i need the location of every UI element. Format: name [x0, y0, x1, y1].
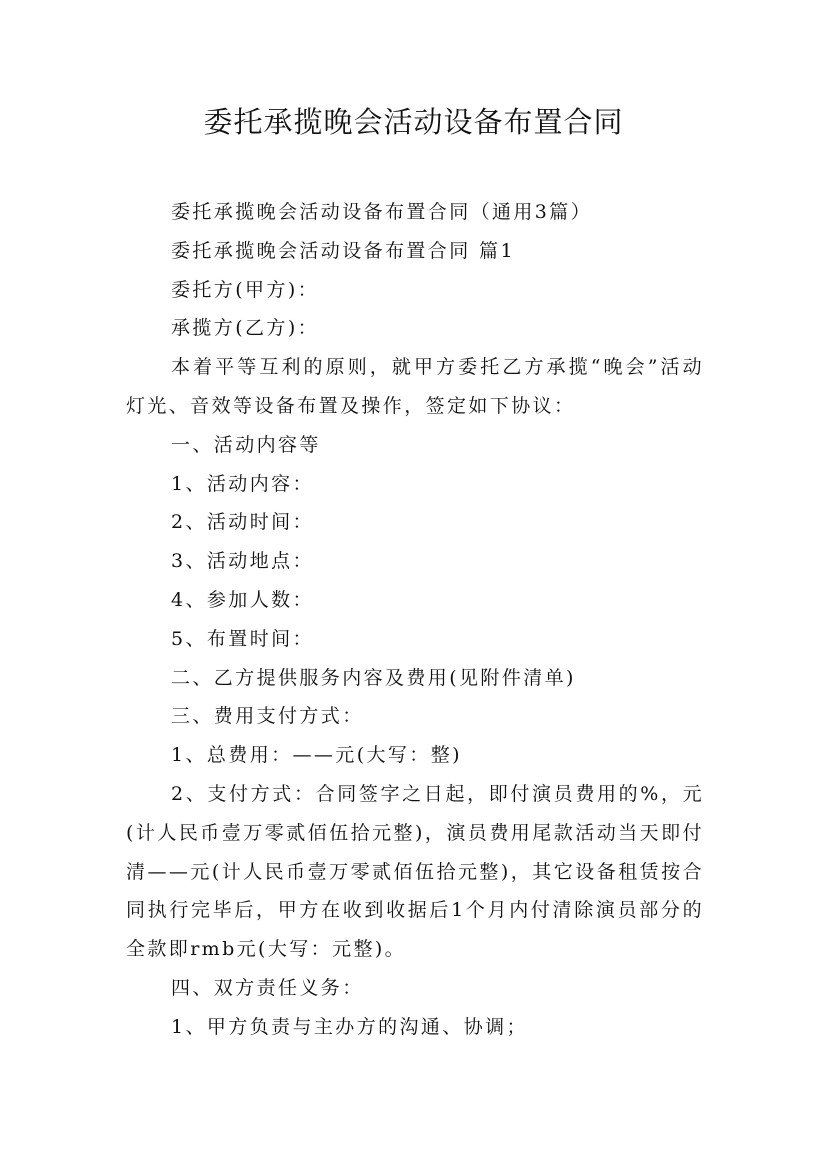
payment-method-paragraph: 2、支付方式：合同签字之日起，即付演员费用的%，元(计人民币壹万零贰佰伍拾元整)，演员费用尾款活动当天即付清——元(计人民币壹万零贰佰伍拾元整)，其它设备租赁按合同执行完毕后，甲方在收到收据后1个月内付清除演员部分的全款即rmb元(大写：元整)。: [126, 782, 704, 961]
party-b-line: 承揽方(乙方)：: [171, 317, 320, 340]
section-heading-part1: 委托承揽晚会活动设备布置合同 篇1: [171, 239, 515, 262]
setup-time-line: 5、布置时间：: [171, 627, 314, 650]
section-two-heading: 二、乙方提供服务内容及费用(见附件清单): [171, 666, 576, 689]
intro-paragraph: 本着平等互利的原则，就甲方委托乙方承揽“晚会”活动灯光、音效等设备布置及操作，签定如下协议：: [126, 356, 704, 417]
section-four-heading: 四、双方责任义务：: [171, 976, 364, 999]
section-three-heading: 三、费用支付方式：: [171, 705, 364, 728]
section-one-heading: 一、活动内容等: [171, 433, 321, 456]
subtitle-paragraph: 委托承揽晚会活动设备布置合同（通用3篇）: [171, 201, 593, 223]
party-a-line: 委托方(甲方)：: [171, 278, 320, 301]
document-title: 委托承揽晚会活动设备布置合同: [203, 105, 624, 139]
activity-time-line: 2、活动时间：: [171, 511, 314, 534]
participant-count-line: 4、参加人数：: [171, 588, 314, 611]
document-body: [126, 193, 704, 1047]
activity-content-line: 1、活动内容：: [171, 472, 314, 495]
activity-location-line: 3、活动地点：: [171, 550, 314, 573]
party-a-duty-line: 1、甲方负责与主办方的沟通、协调；: [171, 1015, 528, 1038]
total-fee-line: 1、总费用：——元(大写：整): [171, 744, 462, 767]
